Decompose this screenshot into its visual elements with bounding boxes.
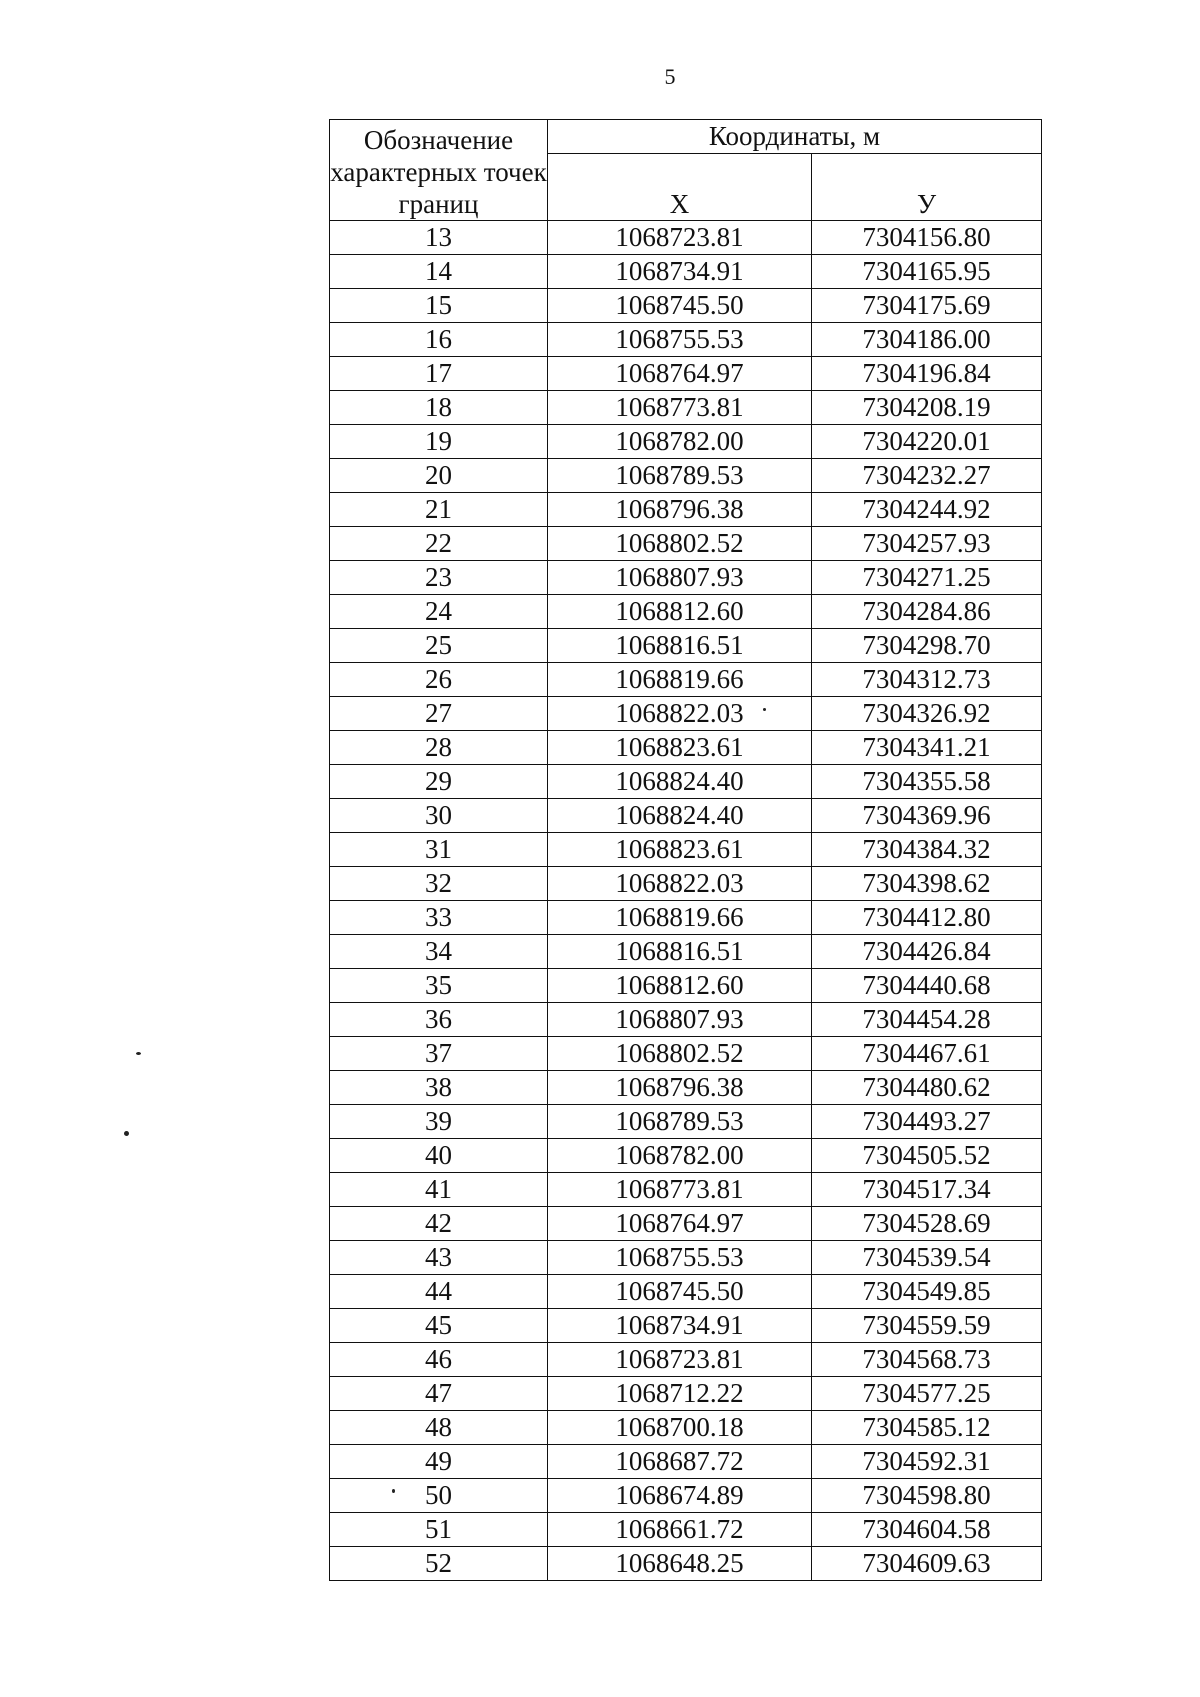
x-coordinate-cell: 1068687.72 bbox=[548, 1445, 812, 1479]
y-coordinate-cell: 7304312.73 bbox=[812, 663, 1042, 697]
scan-speck bbox=[136, 1052, 141, 1055]
y-coordinate-cell: 7304467.61 bbox=[812, 1037, 1042, 1071]
point-number-cell: 23 bbox=[330, 561, 548, 595]
y-coordinate-cell: 7304412.80 bbox=[812, 901, 1042, 935]
y-coordinate-cell: 7304165.95 bbox=[812, 255, 1042, 289]
y-coordinate-cell: 7304604.58 bbox=[812, 1513, 1042, 1547]
x-coordinate-cell: 1068789.53 bbox=[548, 459, 812, 493]
y-coordinate-cell: 7304559.59 bbox=[812, 1309, 1042, 1343]
x-coordinate-cell: 1068819.66 bbox=[548, 663, 812, 697]
x-coordinate-cell: 1068773.81 bbox=[548, 1173, 812, 1207]
table-row bbox=[330, 1343, 1042, 1377]
x-coordinate-cell: 1068822.03 bbox=[548, 867, 812, 901]
x-coordinate-cell: 1068661.72 bbox=[548, 1513, 812, 1547]
table-row bbox=[330, 765, 1042, 799]
x-coordinate-cell: 1068700.18 bbox=[548, 1411, 812, 1445]
table-row bbox=[330, 1377, 1042, 1411]
y-coordinate-cell: 7304208.19 bbox=[812, 391, 1042, 425]
y-coordinate-cell: 7304384.32 bbox=[812, 833, 1042, 867]
header-designation: Обозначение характерных точек границ bbox=[330, 120, 548, 221]
point-number-cell: 37 bbox=[330, 1037, 548, 1071]
x-coordinate-cell: 1068812.60 bbox=[548, 595, 812, 629]
table-row bbox=[330, 221, 1042, 255]
x-coordinate-cell: 1068822.03 bbox=[548, 697, 812, 731]
x-coordinate-cell: 1068773.81 bbox=[548, 391, 812, 425]
table-row bbox=[330, 527, 1042, 561]
y-coordinate-cell: 7304232.27 bbox=[812, 459, 1042, 493]
point-number-cell: 17 bbox=[330, 357, 548, 391]
point-number-cell: 34 bbox=[330, 935, 548, 969]
y-coordinate-cell: 7304454.28 bbox=[812, 1003, 1042, 1037]
table-row bbox=[330, 1479, 1042, 1513]
table-row bbox=[330, 663, 1042, 697]
x-coordinate-cell: 1068712.22 bbox=[548, 1377, 812, 1411]
y-coordinate-cell: 7304355.58 bbox=[812, 765, 1042, 799]
table-row bbox=[330, 1275, 1042, 1309]
table-row bbox=[330, 1105, 1042, 1139]
point-number-cell: 28 bbox=[330, 731, 548, 765]
point-number-cell: 33 bbox=[330, 901, 548, 935]
table-row bbox=[330, 595, 1042, 629]
point-number-cell: 38 bbox=[330, 1071, 548, 1105]
point-number-cell: 25 bbox=[330, 629, 548, 663]
table-row bbox=[330, 629, 1042, 663]
x-coordinate-cell: 1068807.93 bbox=[548, 561, 812, 595]
x-coordinate-cell: 1068802.52 bbox=[548, 527, 812, 561]
x-coordinate-cell: 1068789.53 bbox=[548, 1105, 812, 1139]
table-row bbox=[330, 1241, 1042, 1275]
table-row bbox=[330, 1207, 1042, 1241]
x-coordinate-cell: 1068812.60 bbox=[548, 969, 812, 1003]
x-coordinate-cell: 1068674.89 bbox=[548, 1479, 812, 1513]
table-row bbox=[330, 799, 1042, 833]
x-coordinate-cell: 1068755.53 bbox=[548, 1241, 812, 1275]
table-row bbox=[330, 1547, 1042, 1581]
x-coordinate-cell: 1068764.97 bbox=[548, 357, 812, 391]
y-coordinate-cell: 7304196.84 bbox=[812, 357, 1042, 391]
point-number-cell: 26 bbox=[330, 663, 548, 697]
table-row bbox=[330, 1003, 1042, 1037]
header-y: У bbox=[812, 154, 1042, 221]
y-coordinate-cell: 7304244.92 bbox=[812, 493, 1042, 527]
y-coordinate-cell: 7304257.93 bbox=[812, 527, 1042, 561]
x-coordinate-cell: 1068755.53 bbox=[548, 323, 812, 357]
table-row bbox=[330, 561, 1042, 595]
x-coordinate-cell: 1068802.52 bbox=[548, 1037, 812, 1071]
table-row bbox=[330, 867, 1042, 901]
y-coordinate-cell: 7304539.54 bbox=[812, 1241, 1042, 1275]
point-number-cell: 24 bbox=[330, 595, 548, 629]
page-number: 5 bbox=[664, 64, 676, 89]
y-coordinate-cell: 7304398.62 bbox=[812, 867, 1042, 901]
y-coordinate-cell: 7304505.52 bbox=[812, 1139, 1042, 1173]
x-coordinate-cell: 1068782.00 bbox=[548, 425, 812, 459]
table-row bbox=[330, 1071, 1042, 1105]
y-coordinate-cell: 7304480.62 bbox=[812, 1071, 1042, 1105]
point-number-cell: 29 bbox=[330, 765, 548, 799]
table-row bbox=[330, 935, 1042, 969]
point-number-cell: 21 bbox=[330, 493, 548, 527]
point-number-cell: 32 bbox=[330, 867, 548, 901]
table-row bbox=[330, 697, 1042, 731]
point-number-cell: 14 bbox=[330, 255, 548, 289]
y-coordinate-cell: 7304341.21 bbox=[812, 731, 1042, 765]
table-row bbox=[330, 425, 1042, 459]
y-coordinate-cell: 7304156.80 bbox=[812, 221, 1042, 255]
y-coordinate-cell: 7304528.69 bbox=[812, 1207, 1042, 1241]
x-coordinate-cell: 1068648.25 bbox=[548, 1547, 812, 1581]
point-number-cell: 15 bbox=[330, 289, 548, 323]
point-number-cell: 48 bbox=[330, 1411, 548, 1445]
y-coordinate-cell: 7304186.00 bbox=[812, 323, 1042, 357]
y-coordinate-cell: 7304298.70 bbox=[812, 629, 1042, 663]
y-coordinate-cell: 7304577.25 bbox=[812, 1377, 1042, 1411]
y-coordinate-cell: 7304175.69 bbox=[812, 289, 1042, 323]
y-coordinate-cell: 7304585.12 bbox=[812, 1411, 1042, 1445]
point-number-cell: 44 bbox=[330, 1275, 548, 1309]
y-coordinate-cell: 7304220.01 bbox=[812, 425, 1042, 459]
x-coordinate-cell: 1068819.66 bbox=[548, 901, 812, 935]
table-row bbox=[330, 255, 1042, 289]
table-row bbox=[330, 969, 1042, 1003]
y-coordinate-cell: 7304592.31 bbox=[812, 1445, 1042, 1479]
header-x: X bbox=[548, 154, 812, 221]
point-number-cell: 31 bbox=[330, 833, 548, 867]
y-coordinate-cell: 7304426.84 bbox=[812, 935, 1042, 969]
point-number-cell: 47 bbox=[330, 1377, 548, 1411]
x-coordinate-cell: 1068823.61 bbox=[548, 833, 812, 867]
point-number-cell: 22 bbox=[330, 527, 548, 561]
x-coordinate-cell: 1068723.81 bbox=[548, 1343, 812, 1377]
x-coordinate-cell: 1068824.40 bbox=[548, 799, 812, 833]
table-row bbox=[330, 1037, 1042, 1071]
point-number-cell: 51 bbox=[330, 1513, 548, 1547]
point-number-cell: 39 bbox=[330, 1105, 548, 1139]
x-coordinate-cell: 1068823.61 bbox=[548, 731, 812, 765]
x-coordinate-cell: 1068816.51 bbox=[548, 935, 812, 969]
y-coordinate-cell: 7304440.68 bbox=[812, 969, 1042, 1003]
point-number-cell: 36 bbox=[330, 1003, 548, 1037]
scan-speck bbox=[124, 1131, 129, 1136]
point-number-cell: 13 bbox=[330, 221, 548, 255]
point-number-cell: 46 bbox=[330, 1343, 548, 1377]
point-number-cell: 41 bbox=[330, 1173, 548, 1207]
y-coordinate-cell: 7304609.63 bbox=[812, 1547, 1042, 1581]
x-coordinate-cell: 1068807.93 bbox=[548, 1003, 812, 1037]
point-number-cell: 52 bbox=[330, 1547, 548, 1581]
table-row bbox=[330, 901, 1042, 935]
y-coordinate-cell: 7304568.73 bbox=[812, 1343, 1042, 1377]
table-row bbox=[330, 1445, 1042, 1479]
scan-speck bbox=[763, 708, 766, 711]
x-coordinate-cell: 1068796.38 bbox=[548, 493, 812, 527]
point-number-cell: 30 bbox=[330, 799, 548, 833]
y-coordinate-cell: 7304326.92 bbox=[812, 697, 1042, 731]
y-coordinate-cell: 7304271.25 bbox=[812, 561, 1042, 595]
table-row bbox=[330, 1173, 1042, 1207]
point-number-cell: 16 bbox=[330, 323, 548, 357]
table-row bbox=[330, 391, 1042, 425]
x-coordinate-cell: 1068734.91 bbox=[548, 255, 812, 289]
x-coordinate-cell: 1068796.38 bbox=[548, 1071, 812, 1105]
y-coordinate-cell: 7304369.96 bbox=[812, 799, 1042, 833]
table-row bbox=[330, 459, 1042, 493]
y-coordinate-cell: 7304598.80 bbox=[812, 1479, 1042, 1513]
x-coordinate-cell: 1068723.81 bbox=[548, 221, 812, 255]
table-body bbox=[330, 221, 1042, 1581]
x-coordinate-cell: 1068816.51 bbox=[548, 629, 812, 663]
point-number-cell: 45 bbox=[330, 1309, 548, 1343]
table-row bbox=[330, 731, 1042, 765]
table-row bbox=[330, 493, 1042, 527]
point-number-cell: 27 bbox=[330, 697, 548, 731]
header-coordinates: Координаты, м bbox=[548, 120, 1042, 154]
table-row bbox=[330, 833, 1042, 867]
y-coordinate-cell: 7304284.86 bbox=[812, 595, 1042, 629]
coordinates-table bbox=[329, 119, 1042, 1581]
y-coordinate-cell: 7304517.34 bbox=[812, 1173, 1042, 1207]
point-number-cell: 20 bbox=[330, 459, 548, 493]
point-number-cell: 50 bbox=[330, 1479, 548, 1513]
point-number-cell: 35 bbox=[330, 969, 548, 1003]
point-number-cell: 49 bbox=[330, 1445, 548, 1479]
point-number-cell: 18 bbox=[330, 391, 548, 425]
scan-speck bbox=[392, 1489, 395, 1493]
x-coordinate-cell: 1068734.91 bbox=[548, 1309, 812, 1343]
table-row bbox=[330, 1309, 1042, 1343]
point-number-cell: 40 bbox=[330, 1139, 548, 1173]
table-row bbox=[330, 357, 1042, 391]
x-coordinate-cell: 1068764.97 bbox=[548, 1207, 812, 1241]
table-row bbox=[330, 1139, 1042, 1173]
page-number-wrap bbox=[0, 64, 1200, 90]
table-row bbox=[330, 1411, 1042, 1445]
y-coordinate-cell: 7304549.85 bbox=[812, 1275, 1042, 1309]
x-coordinate-cell: 1068824.40 bbox=[548, 765, 812, 799]
x-coordinate-cell: 1068745.50 bbox=[548, 1275, 812, 1309]
point-number-cell: 19 bbox=[330, 425, 548, 459]
table-row bbox=[330, 289, 1042, 323]
point-number-cell: 42 bbox=[330, 1207, 548, 1241]
x-coordinate-cell: 1068745.50 bbox=[548, 289, 812, 323]
table-row bbox=[330, 323, 1042, 357]
table-row bbox=[330, 1513, 1042, 1547]
x-coordinate-cell: 1068782.00 bbox=[548, 1139, 812, 1173]
y-coordinate-cell: 7304493.27 bbox=[812, 1105, 1042, 1139]
point-number-cell: 43 bbox=[330, 1241, 548, 1275]
